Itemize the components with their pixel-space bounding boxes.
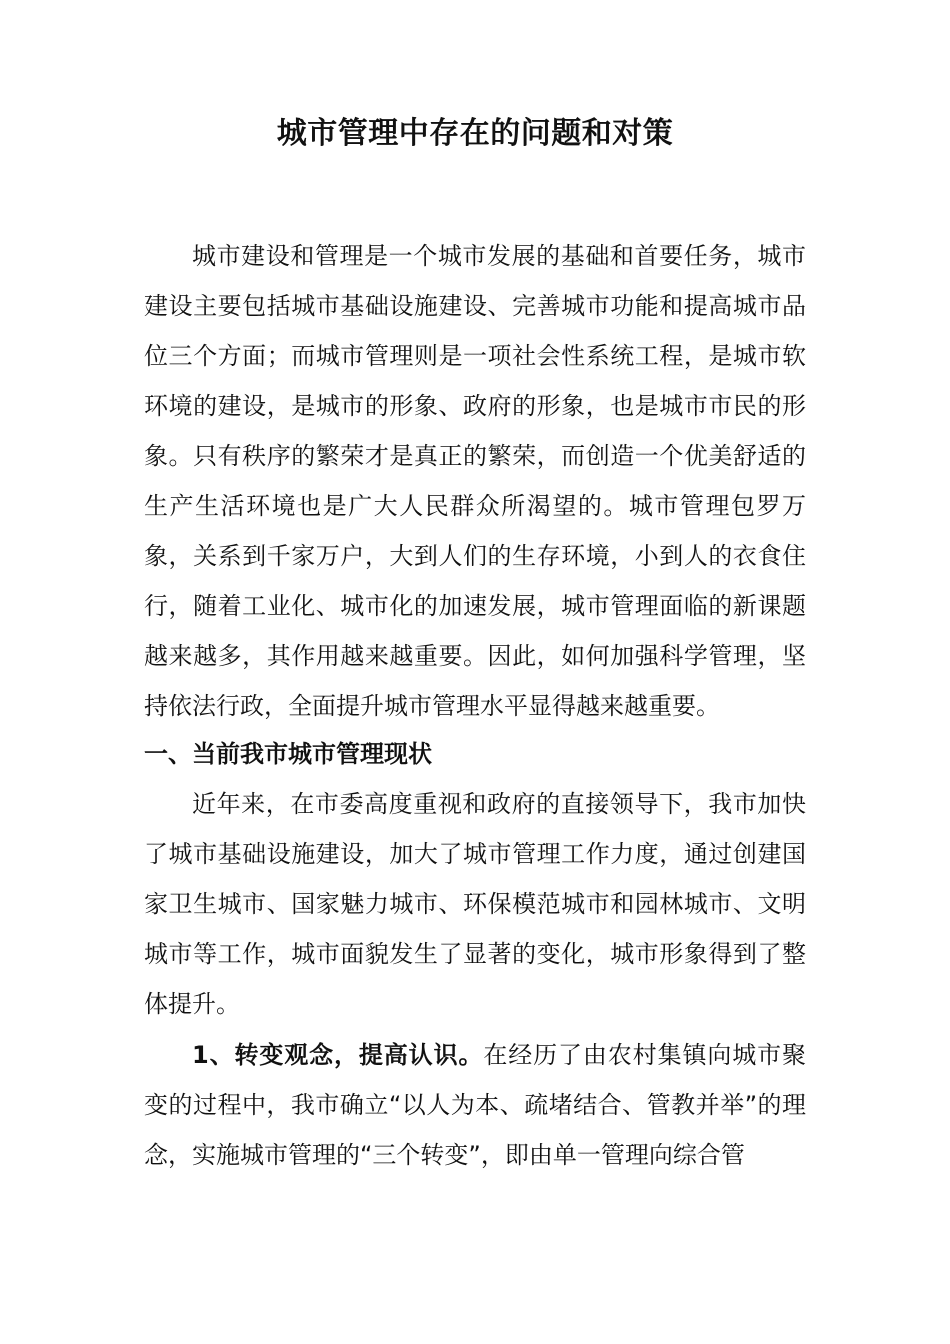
status-paragraph: 近年来，在市委高度重视和政府的直接领导下，我市加快了城市基础设施建设，加大了城市管理工作力度，通过创建国家卫生城市、国家魅力城市、环保模范城市和园林城市、文明城市等工作，城市面貌发生了显著的变化，城市形象得到了整体提升。	[144, 790, 806, 1018]
intro-paragraph: 城市建设和管理是一个城市发展的基础和首要任务，城市建设主要包括城市基础设施建设、完善城市功能和提高城市品位三个方面；而城市管理则是一项社会性系统工程，是城市软环境的建设，是城市的形象、政府的形象，也是城市市民的形象。只有秩序的繁荣才是真正的繁荣，而创造一个优美舒适的生产生活环境也是广大人民群众所渴望的。城市管理包罗万象，关系到千家万户，大到人们的生存环境，小到人的衣食住行，随着工业化、城市化的加速发展，城市管理面临的新课题越来越多，其作用越来越重要。因此，如何加强科学管理，坚持依法行政，全面提升城市管理水平显得越来越重要。	[144, 242, 806, 720]
point-1-lead: 1、转变观念，提高认识。	[192, 1041, 484, 1069]
section-heading: 一、当前我市城市管理现状	[144, 740, 432, 768]
document-title: 城市管理中存在的问题和对策	[276, 116, 674, 151]
point-1-paragraph	[144, 1030, 806, 1180]
point-1-text: 在经历了由农村集镇向城市聚变的过程中，我市确立“以人为本、疏堵结合、管教并举”的理念，实施城市管理的“三个转变”，即由单一管理向综合管	[144, 1041, 807, 1169]
